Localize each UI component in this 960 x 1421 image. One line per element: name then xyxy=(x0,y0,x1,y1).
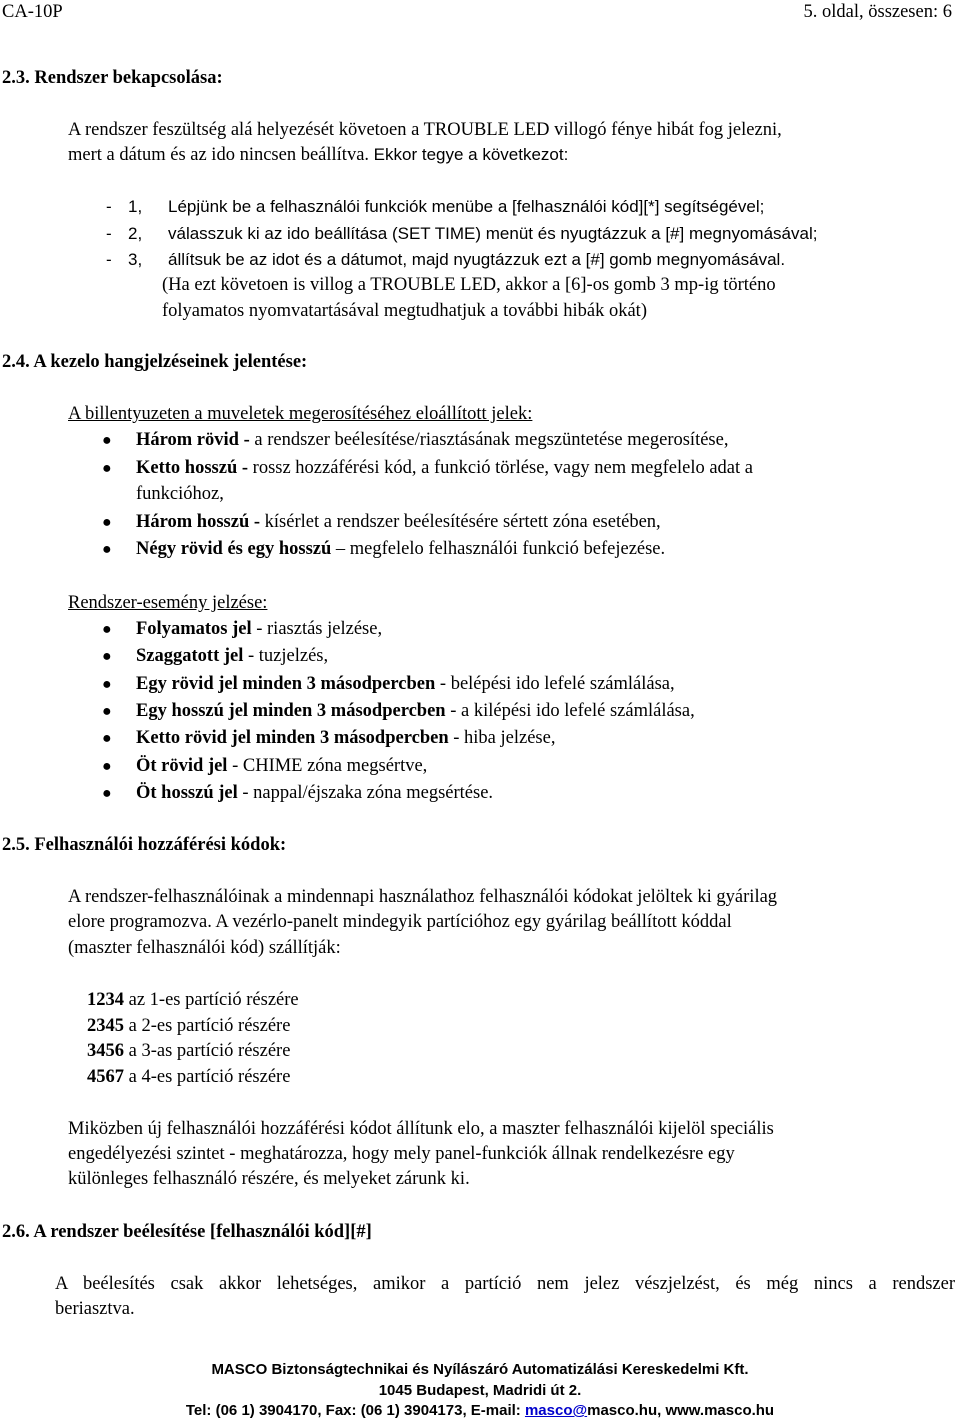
bullet-icon: ● xyxy=(102,432,112,449)
footer-company: MASCO Biztonságtechnikai és Nyílászáró Automatizálási Kereskedelmi Kft. xyxy=(211,1361,749,1378)
bullet-icon: ● xyxy=(102,541,112,558)
s25-para-line1: A rendszer-felhasználóinak a mindennapi használathoz felhasználói kódokat jelöltek ki gyárilag xyxy=(68,887,778,907)
step-1: - 1, Lépjünk be a felhasználói funkciók menübe a [felhasználói kód][*] segítségével; xyxy=(106,197,765,216)
section-2-6-title: 2.6. A rendszer beélesítése [felhasználói kód][#] xyxy=(2,1222,372,1242)
list2-item-5: Ketto rövid jel minden 3 másodpercben - hiba jelzése, xyxy=(136,728,556,748)
code-row-2: 2345 a 2-es partíció részére xyxy=(87,1016,291,1036)
list2-item-3: Egy rövid jel minden 3 másodpercben - belépési ido lefelé számlálása, xyxy=(136,674,675,694)
bullet-icon: ● xyxy=(102,514,112,531)
s25-para-line3: (maszter felhasználói kód) szállítják: xyxy=(68,938,341,958)
header-page-number: 5. oldal, összesen: 6 xyxy=(803,2,952,22)
list1-item-1: Három rövid - a rendszer beélesítése/riasztásának megszüntetése megerosítése, xyxy=(136,430,729,450)
list2-item-2: Szaggatott jel - tuzjelzés, xyxy=(136,646,329,666)
list2-item-4: Egy hosszú jel minden 3 másodpercben - a kilépési ido lefelé számlálása, xyxy=(136,701,695,721)
s23-note-line2: folyamatos nyomvatartásával megtudhatjuk a további hibák okát) xyxy=(162,301,647,321)
bullet-icon: ● xyxy=(102,648,112,665)
bullet-icon: ● xyxy=(102,758,112,775)
s25-second-para-line2: engedélyezési szintet - meghatározza, hogy mely panel-funkciók állnak rendelkezésre egy xyxy=(68,1144,735,1164)
list1-item-4: Négy rövid és egy hosszú – megfelelo felhasználói funkció befejezése. xyxy=(136,539,666,559)
bullet-icon: ● xyxy=(102,460,112,477)
s23-para-line2: mert a dátum és az ido nincsen beállítva. Ekkor tegye a következot: xyxy=(68,145,569,165)
code-row-3: 3456 a 3-as partíció részére xyxy=(87,1041,291,1061)
s24-subtitle-events: Rendszer-esemény jelzése: xyxy=(68,593,268,613)
bullet-icon: ● xyxy=(102,703,112,720)
list1-item-2: Ketto hosszú - rossz hozzáférési kód, a funkció törlése, vagy nem megfelelo adat a xyxy=(136,458,753,478)
step-2: - 2, válasszuk ki az ido beállítása (SET TIME) menüt és nyugtázzuk a [#] megnyomásával; xyxy=(106,224,818,243)
s24-subtitle-keypad: A billentyuzeten a muveletek megerosítéséhez eloállított jelek: xyxy=(68,404,533,424)
list2-item-6: Öt rövid jel - CHIME zóna megsértve, xyxy=(136,756,428,776)
section-2-5-title: 2.5. Felhasználói hozzáférési kódok: xyxy=(2,835,287,855)
s25-para-line2: elore programozva. A vezérlo-panelt mindegyik partícióhoz egy gyárilag beállított kóddal xyxy=(68,912,732,932)
s25-second-para-line1: Miközben új felhasználói hozzáférési kódot állítunk elo, a maszter felhasználói kijelöl speciális xyxy=(68,1119,774,1139)
code-row-4: 4567 a 4-es partíció részére xyxy=(87,1067,291,1087)
list1-item-3: Három hosszú - kísérlet a rendszer beélesítésére sértett zóna esetében, xyxy=(136,512,661,532)
email-link[interactable]: masco@ xyxy=(524,1402,588,1419)
step-3: - 3, állítsuk be az idot és a dátumot, majd nyugtázzuk ezt a [#] gomb megnyomásával. xyxy=(106,250,786,269)
header-doc-id: CA-10P xyxy=(2,2,63,22)
bullet-icon: ● xyxy=(102,730,112,747)
bullet-icon: ● xyxy=(102,676,112,693)
list2-item-1: Folyamatos jel - riasztás jelzése, xyxy=(136,619,383,639)
s23-para-line1: A rendszer feszültség alá helyezését követoen a TROUBLE LED villogó fénye hibát fog jelezni, xyxy=(68,120,782,140)
bullet-icon: ● xyxy=(102,785,112,802)
s23-note-line1: (Ha ezt követoen is villog a TROUBLE LED, akkor a [6]-os gomb 3 mp-ig történo xyxy=(162,275,776,295)
footer-contact: Tel: (06 1) 3904170, Fax: (06 1) 3904173, E-mail: masco@masco.hu, www.masco.hu xyxy=(185,1402,775,1419)
s26-para-line1: A beélesítés csak akkor lehetséges, amikor a partíció nem jelez vészjelzést, és még nincs a rendszer xyxy=(55,1274,955,1294)
bullet-icon: ● xyxy=(102,621,112,638)
footer-address: 1045 Budapest, Madridi út 2. xyxy=(378,1382,582,1399)
s26-para-line2: beriasztva. xyxy=(55,1299,135,1319)
list1-item-2-cont: funkcióhoz, xyxy=(136,484,224,504)
section-2-4-title: 2.4. A kezelo hangjelzéseinek jelentése: xyxy=(2,352,308,372)
code-row-1: 1234 az 1-es partíció részére xyxy=(87,990,299,1010)
section-2-3-title: 2.3. Rendszer bekapcsolása: xyxy=(2,68,223,88)
s25-second-para-line3: különleges felhasználó részére, és melyeket zárunk ki. xyxy=(68,1169,470,1189)
list2-item-7: Öt hosszú jel - nappal/éjszaka zóna megsértése. xyxy=(136,783,494,803)
